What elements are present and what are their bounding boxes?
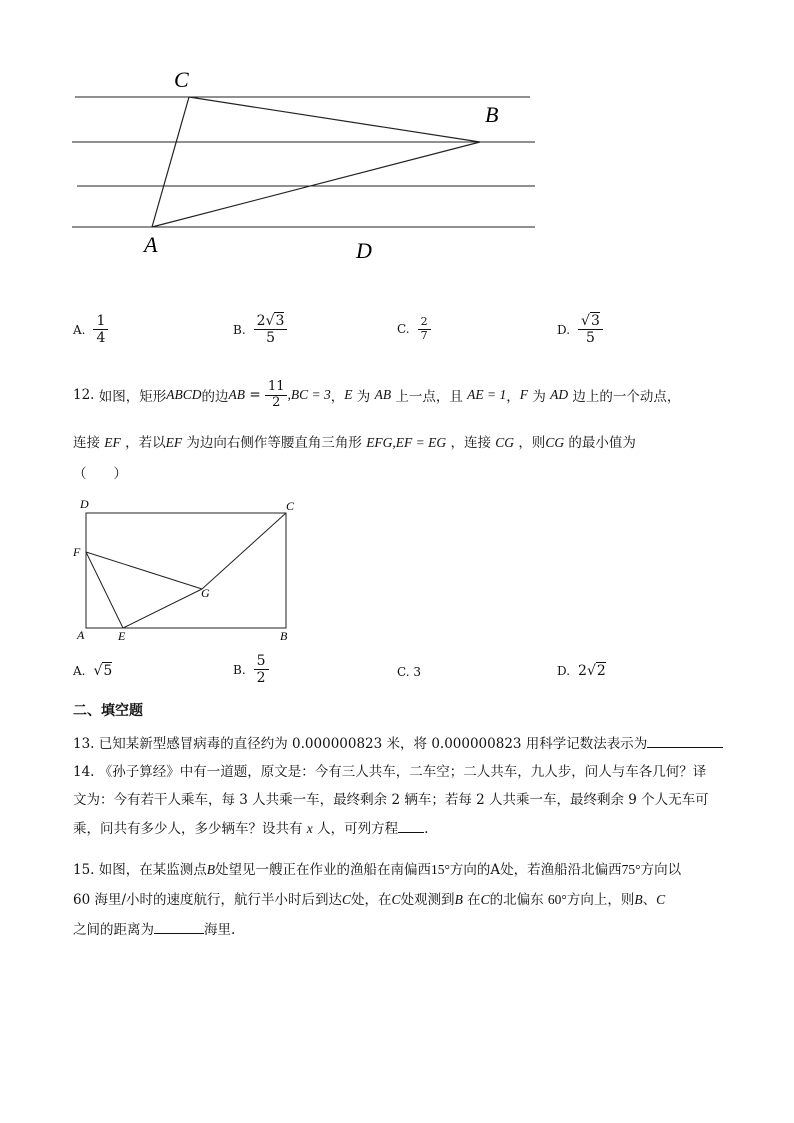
text: 乘，问共有多少人，多少辆车？设共有 [73, 821, 303, 837]
text: 在 [467, 892, 481, 908]
coefficient: 2 [256, 313, 266, 329]
text: 处望见一艘正在作业的渔船在南偏西 [215, 862, 432, 878]
q12-option-d [557, 663, 606, 679]
text: 连接 [73, 435, 100, 451]
question-number: 12. [73, 387, 95, 404]
answer-blank[interactable] [154, 921, 204, 934]
q14-line-1: 14. 《孙子算经》中有一道题，原文是：今有三人共车，二车空；二人共车，九人步，问人与车各几何？译 [73, 764, 707, 780]
numerator: 11 [265, 380, 288, 396]
q12-line-2 [73, 431, 636, 451]
text: 海里. [204, 922, 236, 938]
fraction [254, 653, 269, 686]
text: 、 [642, 892, 657, 908]
q11-option-c [397, 316, 431, 342]
text: 处，在 [351, 892, 392, 908]
math: 75° [621, 862, 641, 877]
q11-option-a [73, 313, 108, 346]
math: ,BC = 3 [287, 387, 331, 403]
q11-option-b [233, 313, 287, 346]
option-letter: B. [233, 322, 246, 337]
text: . [424, 821, 429, 837]
q11-figure [0, 0, 794, 270]
math: C [480, 892, 490, 907]
q12-option-c [397, 665, 421, 679]
math: 60° [547, 892, 567, 907]
radical-sign: √ [265, 313, 275, 329]
radical-sign: √ [93, 663, 103, 679]
numerator [254, 313, 288, 330]
segment-fg [86, 552, 202, 589]
text: 的最小值为 [568, 435, 636, 451]
option-letter: A. [73, 664, 86, 678]
math: EF [165, 435, 183, 450]
fraction [418, 316, 431, 342]
label-e: E [118, 629, 126, 643]
fraction [254, 313, 288, 346]
q15-line-3 [73, 918, 235, 938]
segment-ab [152, 142, 480, 227]
option-letter: D. [557, 322, 571, 337]
text: 60 海里/小时的速度航行，航行半小时后到达 [73, 892, 343, 908]
math: E [344, 387, 353, 403]
answer-parentheses: （ ） [73, 466, 127, 482]
numerator [578, 313, 603, 330]
text: 的边 [201, 389, 229, 406]
label-b: B [485, 102, 499, 127]
math: CG [495, 435, 515, 450]
q11-option-d [557, 313, 603, 346]
text: 方向的A处，若渔船沿北偏西 [449, 862, 622, 878]
q12-option-a [73, 663, 112, 679]
denominator: 7 [420, 328, 428, 342]
label-g: G [201, 586, 210, 600]
math: C [656, 892, 666, 907]
answer-blank[interactable] [647, 735, 723, 748]
text: 为 [356, 389, 371, 406]
text: ，连接 [450, 435, 491, 451]
math: F [519, 387, 529, 403]
option-letter: A. [73, 322, 86, 337]
q12-figure [0, 490, 340, 655]
text: 13. 已知某新型感冒病毒的直径约为 0.000000823 米，将 0.000000823 用科学记数法表示为 [73, 736, 648, 752]
math: = [249, 387, 261, 404]
segment-fe [86, 552, 123, 628]
math: x [306, 821, 313, 836]
q14-line-3 [73, 817, 428, 837]
math: B [206, 862, 216, 877]
radicand: 3 [275, 313, 285, 329]
rectangle-abcd [86, 513, 286, 628]
segment-cb [189, 97, 480, 142]
text: 方向以 [640, 862, 682, 878]
segment-gc [202, 513, 286, 589]
denominator: 4 [96, 330, 106, 347]
math: C [391, 892, 401, 907]
fraction [93, 313, 108, 346]
option-letter: C. [397, 322, 410, 337]
answer-blank[interactable] [398, 820, 424, 833]
math: AD [550, 387, 569, 403]
text: 为 [532, 389, 546, 406]
radicand: 2 [596, 663, 606, 679]
math: AE = 1 [467, 387, 507, 403]
math: ABCD [166, 387, 202, 403]
q13-line [73, 732, 723, 752]
text: 15. 如图，在某监测点 [73, 862, 207, 878]
label-a: A [144, 232, 158, 257]
text: ， [506, 389, 520, 406]
text: ， [330, 389, 345, 406]
denominator: 5 [585, 330, 595, 347]
denominator: 2 [256, 670, 266, 687]
q12-line-1 [73, 380, 680, 411]
radical-sign: √ [581, 313, 590, 329]
option-letter: B. [233, 662, 246, 677]
text: 之间的距离为 [73, 922, 154, 938]
numerator: 1 [93, 313, 108, 330]
text: 的北偏东 [489, 892, 544, 908]
segment-eg [123, 589, 202, 628]
q12-option-b [233, 653, 269, 686]
math: B [454, 892, 463, 907]
text: 处观测到 [400, 892, 455, 908]
math: C [342, 892, 352, 907]
text: 方向上，则 [566, 892, 635, 908]
numerator: 2 [418, 316, 431, 330]
label-d: D [80, 497, 89, 511]
option-letter: D. [557, 664, 571, 678]
text: ，若以 [125, 435, 166, 451]
sqrt-expression [93, 663, 112, 679]
text: 边上的一个动点， [572, 389, 681, 406]
numerator: 5 [254, 653, 269, 670]
math: EFG,EF = EG [366, 435, 447, 450]
sqrt-expression [578, 663, 606, 679]
q14-line-2: 文为：今有若干人乘车，每 3 人共乘一车，最终剩余 2 辆车；若每 2 人共乘一车，最终剩余 9 个人无车可 [73, 792, 709, 808]
text: 如图，矩形 [98, 389, 167, 406]
text: 为边向右侧作等腰直角三角形 [186, 435, 362, 451]
option-text: C. 3 [397, 665, 422, 679]
label-b: B [280, 629, 288, 643]
label-c: C [174, 67, 189, 92]
fraction-11-2 [265, 380, 288, 411]
fraction [578, 313, 603, 346]
text: 人，可列方程 [317, 821, 399, 837]
math: AB [228, 387, 246, 403]
radicand: 5 [103, 663, 113, 679]
label-c: C [286, 499, 295, 513]
q15-line-1 [73, 858, 681, 878]
math: EF [104, 435, 121, 450]
section-heading: 二、填空题 [73, 703, 143, 719]
math: 15° [431, 862, 450, 877]
label-a: A [77, 628, 85, 642]
math: CG [545, 435, 565, 450]
radicand: 3 [590, 313, 600, 329]
math: B [634, 892, 643, 907]
radical-sign: √ [586, 663, 596, 679]
segment-ca [152, 97, 189, 227]
label-d: D [356, 238, 372, 263]
denominator: 2 [272, 394, 281, 410]
q15-line-2 [73, 888, 665, 908]
denominator: 5 [266, 330, 275, 347]
text: ，则 [518, 435, 546, 451]
label-f: F [73, 545, 81, 559]
text: 上一点，且 [395, 389, 463, 406]
math: AB [374, 387, 392, 403]
coefficient: 2 [578, 663, 587, 679]
